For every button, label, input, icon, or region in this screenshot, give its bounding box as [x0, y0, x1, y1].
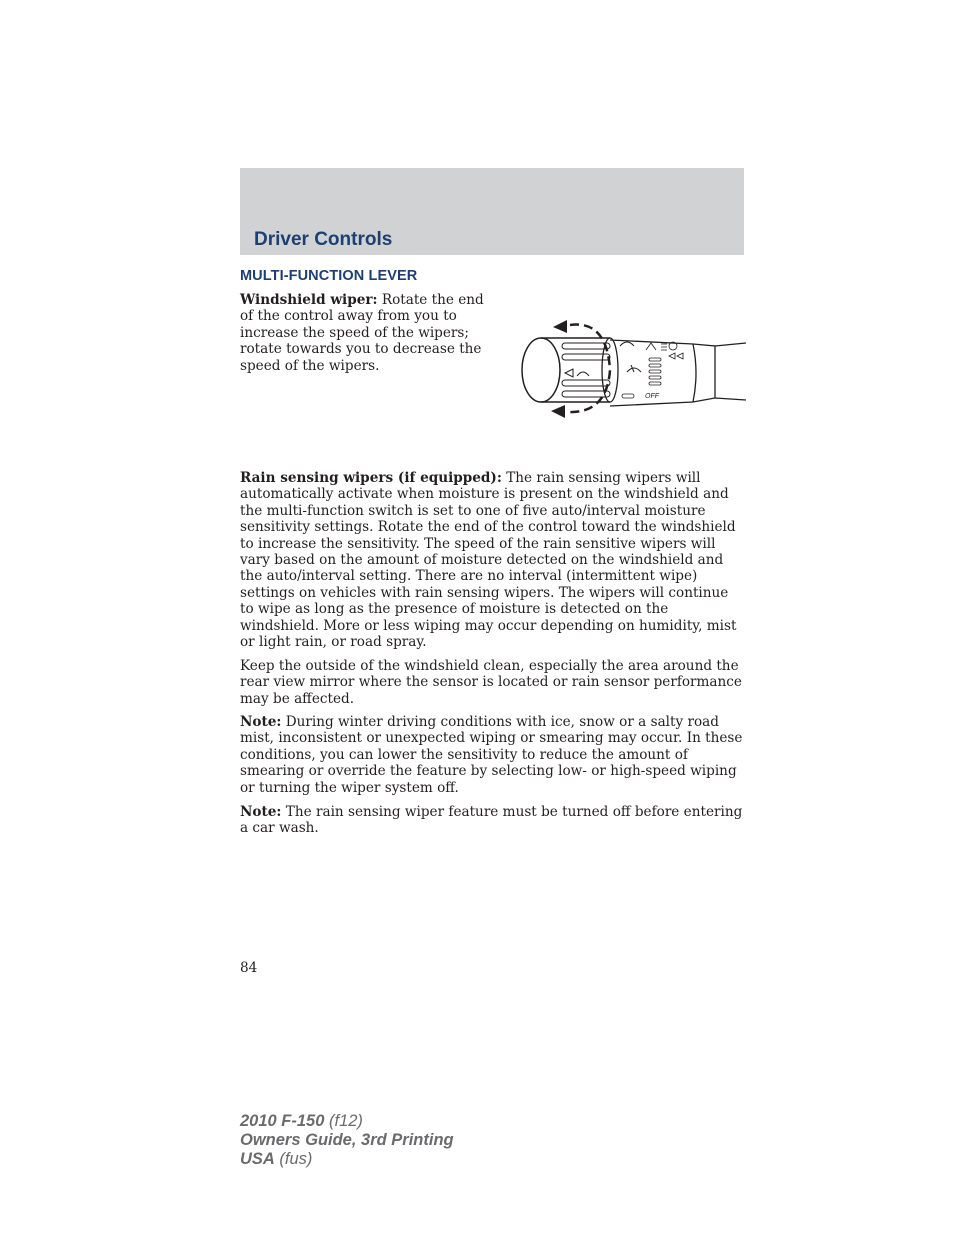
car-wash-note-text: The rain sensing wiper feature must be turned off before entering a car wash.: [240, 804, 743, 837]
header-band: [240, 168, 744, 255]
page-number: 84: [240, 960, 258, 976]
footer-line-guide: Owners Guide, 3rd Printing: [240, 1131, 454, 1149]
note-label: Note:: [240, 804, 282, 820]
note-label: Note:: [240, 714, 282, 730]
windshield-wiper-text: Rotate the end of the control away from you to increase the speed of the wipers; rotate towards you to decrease the speed of the wipers.: [240, 292, 484, 374]
page-title: Driver Controls: [254, 229, 393, 250]
footer-line-region: USA (fus): [240, 1150, 313, 1168]
rain-sensing-text: The rain sensing wipers will automatically activate when moisture is present on the windshield and the multi-function switch is set to one of five auto/interval moisture sensitivity settings. Rotate the end of the control toward the windshield to increase the sensitivity. The speed of the rain sensitive wipers will vary based on the amount of moisture detected on the windshield and the auto/interval setting. There are no interval (intermittent wipe) settings on vehicles with rain sensing wipers. The wipers will continue to wipe as long as the presence of moisture is detected on the windshield. More or less wiping may occur depending on humidity, mist or light rain, or road spray.: [240, 470, 737, 651]
windshield-wiper-label: Windshield wiper:: [240, 292, 378, 308]
multi-function-lever-figure: [515, 316, 746, 422]
footer: [240, 1112, 454, 1169]
winter-note-paragraph: [240, 714, 744, 796]
off-label: OFF: [645, 393, 659, 400]
section-heading: MULTI-FUNCTION LEVER: [240, 268, 418, 284]
footer-line-model: 2010 F-150 (f12): [240, 1112, 363, 1130]
rain-sensing-paragraph: [240, 470, 744, 650]
wiper-lever-icon: [515, 316, 746, 422]
car-wash-note-paragraph: [240, 804, 744, 837]
rain-sensing-label: Rain sensing wipers (if equipped):: [240, 470, 502, 486]
winter-note-text: During winter driving conditions with ice, snow or a salty road mist, inconsistent or unexpected wiping or smearing may occur. In these conditions, you can lower the sensitivity to reduce the amount of smearing or override the feature by selecting low- or high-speed wiping or turning the wiper system off.: [240, 714, 743, 796]
windshield-wiper-paragraph: [240, 292, 490, 374]
clean-windshield-paragraph: Keep the outside of the windshield clean, especially the area around the rear view mirror where the sensor is located or rain sensor performance may be affected.: [240, 658, 742, 707]
